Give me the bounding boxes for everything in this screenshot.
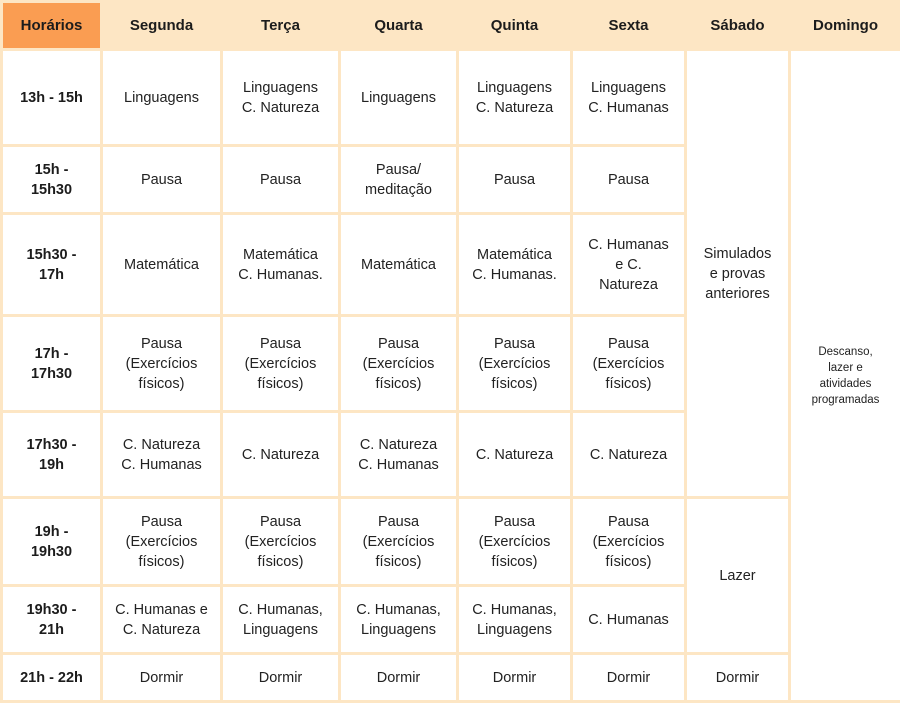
schedule-cell: Pausa [458, 146, 572, 214]
saturday-lazer: Lazer [686, 498, 790, 654]
time-slot: 19h - 19h30 [2, 498, 102, 586]
saturday-dormir: Dormir [686, 654, 790, 702]
schedule-cell: Pausa [222, 146, 340, 214]
time-slot: 17h - 17h30 [2, 316, 102, 412]
schedule-cell: Dormir [340, 654, 458, 702]
schedule-cell: Dormir [458, 654, 572, 702]
schedule-cell: Linguagens C. Humanas [572, 50, 686, 146]
schedule-cell: C. Natureza [222, 412, 340, 498]
schedule-cell: Pausa (Exercícios físicos) [572, 498, 686, 586]
header-row [2, 2, 900, 50]
schedule-cell: Pausa (Exercícios físicos) [340, 316, 458, 412]
schedule-cell: C. Humanas e C. Natureza [102, 586, 222, 654]
schedule-cell: C. Humanas, Linguagens [222, 586, 340, 654]
schedule-cell: Pausa [572, 146, 686, 214]
schedule-cell: Matemática [102, 214, 222, 316]
schedule-cell: Pausa (Exercícios físicos) [222, 498, 340, 586]
time-slot: 19h30 - 21h [2, 586, 102, 654]
schedule-cell: Matemática C. Humanas. [458, 214, 572, 316]
schedule-cell: C. Humanas, Linguagens [458, 586, 572, 654]
schedule-cell: Pausa [102, 146, 222, 214]
schedule-cell: C. Natureza [572, 412, 686, 498]
header-sexta: Sexta [572, 2, 686, 50]
schedule-cell: Linguagens [340, 50, 458, 146]
schedule-cell: Pausa (Exercícios físicos) [458, 316, 572, 412]
schedule-cell: Pausa (Exercícios físicos) [222, 316, 340, 412]
schedule-cell: C. Natureza C. Humanas [340, 412, 458, 498]
header-quarta: Quarta [340, 2, 458, 50]
schedule-cell: C. Humanas, Linguagens [340, 586, 458, 654]
schedule-cell: Dormir [222, 654, 340, 702]
header-terca: Terça [222, 2, 340, 50]
time-slot: 15h30 - 17h [2, 214, 102, 316]
header-sabado: Sábado [686, 2, 790, 50]
time-slot: 17h30 - 19h [2, 412, 102, 498]
schedule-cell: Pausa (Exercícios físicos) [458, 498, 572, 586]
schedule-cell: Linguagens C. Natureza [458, 50, 572, 146]
header-segunda: Segunda [102, 2, 222, 50]
time-slot: 13h - 15h [2, 50, 102, 146]
schedule-cell: Matemática C. Humanas. [222, 214, 340, 316]
time-slot: 21h - 22h [2, 654, 102, 702]
header-quinta: Quinta [458, 2, 572, 50]
schedule-cell: C. Natureza [458, 412, 572, 498]
schedule-cell: Dormir [102, 654, 222, 702]
schedule-cell: Linguagens C. Natureza [222, 50, 340, 146]
header-domingo: Domingo [790, 2, 900, 50]
header-horarios: Horários [2, 2, 102, 50]
sunday-descanso: Descanso, lazer e atividades programadas [790, 50, 900, 702]
schedule-cell: Pausa/ meditação [340, 146, 458, 214]
schedule-cell: Pausa (Exercícios físicos) [102, 498, 222, 586]
table-row [2, 50, 900, 146]
saturday-simulados: Simulados e provas anteriores [686, 50, 790, 498]
schedule-cell: Matemática [340, 214, 458, 316]
schedule-cell: Dormir [572, 654, 686, 702]
schedule-cell: Pausa (Exercícios físicos) [572, 316, 686, 412]
schedule-cell: C. Natureza C. Humanas [102, 412, 222, 498]
schedule-cell: Linguagens [102, 50, 222, 146]
table-row [2, 498, 900, 586]
time-slot: 15h - 15h30 [2, 146, 102, 214]
schedule-cell: Pausa (Exercícios físicos) [102, 316, 222, 412]
schedule-cell: C. Humanas [572, 586, 686, 654]
table-row [2, 654, 900, 702]
schedule-cell: Pausa (Exercícios físicos) [340, 498, 458, 586]
schedule-cell: C. Humanas e C. Natureza [572, 214, 686, 316]
